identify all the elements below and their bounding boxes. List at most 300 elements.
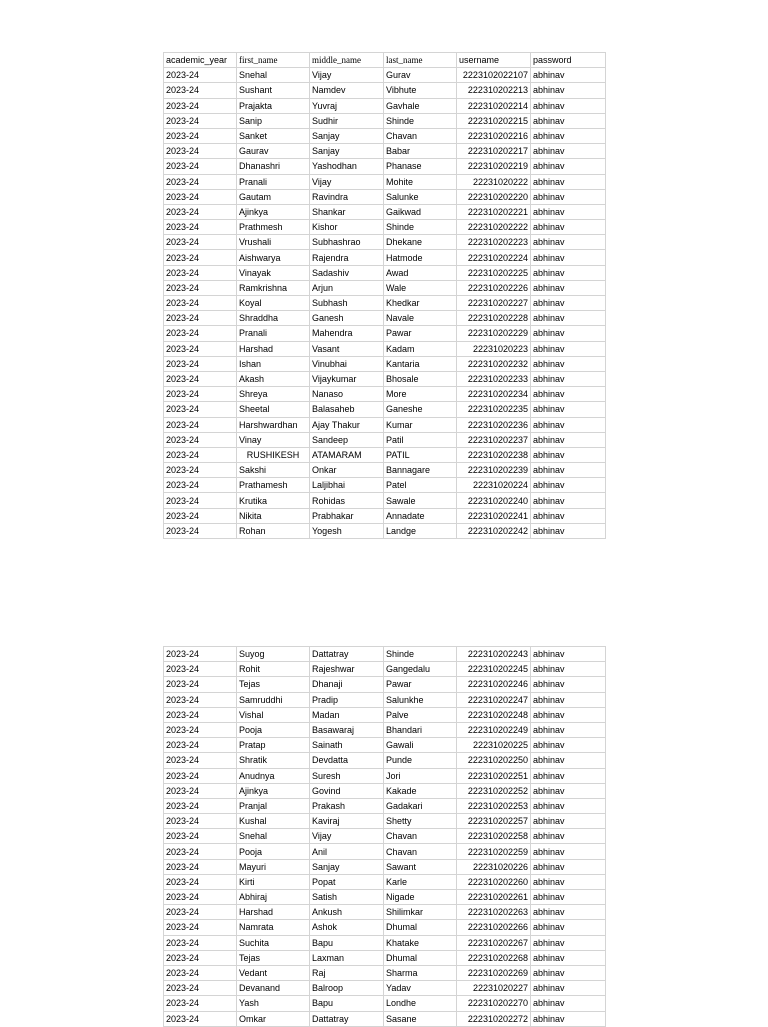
cell-academic-year: 2023-24 xyxy=(164,890,237,905)
cell-last-name: Landge xyxy=(384,523,457,538)
cell-first-name: Prajakta xyxy=(237,98,310,113)
cell-middle-name: Sudhir xyxy=(310,113,384,128)
cell-last-name: Kumar xyxy=(384,417,457,432)
table-row xyxy=(164,905,606,920)
cell-password: abhinav xyxy=(531,707,606,722)
cell-username: 222310202227 xyxy=(457,296,531,311)
cell-academic-year: 2023-24 xyxy=(164,356,237,371)
table-row xyxy=(164,493,606,508)
cell-middle-name: Basawaraj xyxy=(310,722,384,737)
cell-middle-name: Popat xyxy=(310,874,384,889)
cell-username: 222310202268 xyxy=(457,950,531,965)
cell-first-name: Abhiraj xyxy=(237,890,310,905)
cell-first-name: Nikita xyxy=(237,508,310,523)
cell-middle-name: Rajendra xyxy=(310,250,384,265)
table-row xyxy=(164,296,606,311)
table-row xyxy=(164,326,606,341)
cell-username: 222310202266 xyxy=(457,920,531,935)
cell-first-name: Shratik xyxy=(237,753,310,768)
cell-first-name: Harshad xyxy=(237,905,310,920)
cell-middle-name: Dattatray xyxy=(310,1011,384,1026)
cell-last-name: Punde xyxy=(384,753,457,768)
table-row xyxy=(164,722,606,737)
cell-last-name: Karle xyxy=(384,874,457,889)
cell-last-name: Vibhute xyxy=(384,83,457,98)
cell-middle-name: Subhash xyxy=(310,296,384,311)
cell-last-name: Shinde xyxy=(384,220,457,235)
cell-academic-year: 2023-24 xyxy=(164,783,237,798)
cell-academic-year: 2023-24 xyxy=(164,996,237,1011)
cell-first-name: Namrata xyxy=(237,920,310,935)
table-row xyxy=(164,768,606,783)
cell-middle-name: Yashodhan xyxy=(310,159,384,174)
cell-first-name: Sakshi xyxy=(237,463,310,478)
cell-last-name: Dhumal xyxy=(384,920,457,935)
cell-last-name: Gavhale xyxy=(384,98,457,113)
cell-middle-name: Laljibhai xyxy=(310,478,384,493)
cell-first-name: Shraddha xyxy=(237,311,310,326)
cell-academic-year: 2023-24 xyxy=(164,371,237,386)
cell-username: 22231020226 xyxy=(457,859,531,874)
cell-password: abhinav xyxy=(531,326,606,341)
cell-username: 222310202219 xyxy=(457,159,531,174)
cell-middle-name: Laxman xyxy=(310,950,384,965)
cell-academic-year: 2023-24 xyxy=(164,753,237,768)
cell-username: 222310202252 xyxy=(457,783,531,798)
cell-first-name: Devanand xyxy=(237,981,310,996)
cell-middle-name: Ankush xyxy=(310,905,384,920)
cell-last-name: Nigade xyxy=(384,890,457,905)
cell-last-name: Khatake xyxy=(384,935,457,950)
student-table-1 xyxy=(163,52,606,539)
cell-middle-name: Devdatta xyxy=(310,753,384,768)
cell-middle-name: Balasaheb xyxy=(310,402,384,417)
table-row xyxy=(164,890,606,905)
cell-username: 222310202239 xyxy=(457,463,531,478)
cell-password: abhinav xyxy=(531,280,606,295)
cell-username: 222310202228 xyxy=(457,311,531,326)
cell-username: 222310202220 xyxy=(457,189,531,204)
cell-academic-year: 2023-24 xyxy=(164,250,237,265)
cell-academic-year: 2023-24 xyxy=(164,113,237,128)
header-password: password xyxy=(531,53,606,68)
cell-middle-name: Satish xyxy=(310,890,384,905)
cell-academic-year: 2023-24 xyxy=(164,296,237,311)
table-row xyxy=(164,341,606,356)
cell-middle-name: Yogesh xyxy=(310,523,384,538)
cell-academic-year: 2023-24 xyxy=(164,478,237,493)
cell-first-name: Yash xyxy=(237,996,310,1011)
header-first-name: first_name xyxy=(237,53,310,68)
table-row xyxy=(164,692,606,707)
table-row xyxy=(164,508,606,523)
cell-password: abhinav xyxy=(531,235,606,250)
cell-username: 222310202224 xyxy=(457,250,531,265)
cell-academic-year: 2023-24 xyxy=(164,798,237,813)
header-middle-name: middle_name xyxy=(310,53,384,68)
cell-last-name: Dhumal xyxy=(384,950,457,965)
cell-username: 22231020222 xyxy=(457,174,531,189)
cell-academic-year: 2023-24 xyxy=(164,920,237,935)
cell-password: abhinav xyxy=(531,996,606,1011)
cell-academic-year: 2023-24 xyxy=(164,707,237,722)
cell-last-name: Chavan xyxy=(384,128,457,143)
cell-username: 222310202235 xyxy=(457,402,531,417)
cell-first-name: Suchita xyxy=(237,935,310,950)
cell-middle-name: Dattatray xyxy=(310,647,384,662)
cell-username: 222310202272 xyxy=(457,1011,531,1026)
table-row xyxy=(164,647,606,662)
cell-middle-name: Sanjay xyxy=(310,859,384,874)
cell-academic-year: 2023-24 xyxy=(164,432,237,447)
cell-middle-name: Sanjay xyxy=(310,144,384,159)
cell-password: abhinav xyxy=(531,220,606,235)
cell-password: abhinav xyxy=(531,753,606,768)
cell-middle-name: Ravindra xyxy=(310,189,384,204)
cell-last-name: Patel xyxy=(384,478,457,493)
cell-username: 222310202213 xyxy=(457,83,531,98)
student-table-2 xyxy=(163,646,606,1027)
cell-academic-year: 2023-24 xyxy=(164,159,237,174)
cell-first-name: Vedant xyxy=(237,965,310,980)
cell-last-name: Chavan xyxy=(384,844,457,859)
cell-username: 222310202258 xyxy=(457,829,531,844)
cell-password: abhinav xyxy=(531,890,606,905)
cell-last-name: Wale xyxy=(384,280,457,295)
table-row xyxy=(164,463,606,478)
cell-middle-name: Subhashrao xyxy=(310,235,384,250)
cell-password: abhinav xyxy=(531,981,606,996)
cell-academic-year: 2023-24 xyxy=(164,68,237,83)
cell-first-name: Ramkrishna xyxy=(237,280,310,295)
cell-username: 222310202245 xyxy=(457,662,531,677)
cell-first-name: Tejas xyxy=(237,950,310,965)
table-row xyxy=(164,874,606,889)
cell-password: abhinav xyxy=(531,204,606,219)
cell-password: abhinav xyxy=(531,128,606,143)
cell-username: 222310202270 xyxy=(457,996,531,1011)
cell-first-name: Ajinkya xyxy=(237,204,310,219)
cell-academic-year: 2023-24 xyxy=(164,738,237,753)
cell-last-name: Babar xyxy=(384,144,457,159)
cell-academic-year: 2023-24 xyxy=(164,844,237,859)
cell-last-name: Patil xyxy=(384,432,457,447)
cell-password: abhinav xyxy=(531,768,606,783)
cell-first-name: Sushant xyxy=(237,83,310,98)
cell-password: abhinav xyxy=(531,98,606,113)
cell-middle-name: Vijay xyxy=(310,68,384,83)
cell-academic-year: 2023-24 xyxy=(164,204,237,219)
cell-password: abhinav xyxy=(531,1011,606,1026)
table-row xyxy=(164,250,606,265)
cell-middle-name: Prabhakar xyxy=(310,508,384,523)
table-row xyxy=(164,662,606,677)
cell-middle-name: Rajeshwar xyxy=(310,662,384,677)
cell-password: abhinav xyxy=(531,692,606,707)
cell-middle-name: Dhanaji xyxy=(310,677,384,692)
cell-academic-year: 2023-24 xyxy=(164,280,237,295)
cell-academic-year: 2023-24 xyxy=(164,220,237,235)
cell-middle-name: Nanaso xyxy=(310,387,384,402)
cell-username: 22231020223 xyxy=(457,341,531,356)
cell-academic-year: 2023-24 xyxy=(164,722,237,737)
cell-password: abhinav xyxy=(531,144,606,159)
cell-middle-name: Sandeep xyxy=(310,432,384,447)
table-row xyxy=(164,965,606,980)
cell-first-name: Prathmesh xyxy=(237,220,310,235)
cell-first-name: Prathamesh xyxy=(237,478,310,493)
cell-academic-year: 2023-24 xyxy=(164,859,237,874)
cell-last-name: Kakade xyxy=(384,783,457,798)
cell-first-name: Vinayak xyxy=(237,265,310,280)
cell-first-name: Gautam xyxy=(237,189,310,204)
cell-academic-year: 2023-24 xyxy=(164,326,237,341)
cell-password: abhinav xyxy=(531,174,606,189)
cell-first-name: Snehal xyxy=(237,68,310,83)
cell-first-name: Tejas xyxy=(237,677,310,692)
cell-middle-name: Vijaykumar xyxy=(310,371,384,386)
cell-last-name: Gadakari xyxy=(384,798,457,813)
cell-middle-name: Vinubhai xyxy=(310,356,384,371)
cell-academic-year: 2023-24 xyxy=(164,981,237,996)
cell-middle-name: Balroop xyxy=(310,981,384,996)
table-row xyxy=(164,417,606,432)
cell-username: 222310202260 xyxy=(457,874,531,889)
cell-middle-name: Madan xyxy=(310,707,384,722)
cell-first-name: Vinay xyxy=(237,432,310,447)
cell-middle-name: Namdev xyxy=(310,83,384,98)
table-row xyxy=(164,677,606,692)
table-row xyxy=(164,311,606,326)
cell-username: 222310202247 xyxy=(457,692,531,707)
cell-middle-name: Sainath xyxy=(310,738,384,753)
cell-username: 22231020227 xyxy=(457,981,531,996)
cell-username: 22231020224 xyxy=(457,478,531,493)
cell-last-name: Khedkar xyxy=(384,296,457,311)
cell-academic-year: 2023-24 xyxy=(164,463,237,478)
table-row xyxy=(164,113,606,128)
cell-password: abhinav xyxy=(531,920,606,935)
cell-username: 222310202223 xyxy=(457,235,531,250)
cell-username: 222310202242 xyxy=(457,523,531,538)
cell-middle-name: Suresh xyxy=(310,768,384,783)
table-row xyxy=(164,356,606,371)
cell-first-name: Anudnya xyxy=(237,768,310,783)
header-username: username xyxy=(457,53,531,68)
cell-last-name: Shilimkar xyxy=(384,905,457,920)
cell-first-name: Gaurav xyxy=(237,144,310,159)
table-row xyxy=(164,174,606,189)
cell-username: 222310202259 xyxy=(457,844,531,859)
cell-password: abhinav xyxy=(531,935,606,950)
cell-last-name: Shinde xyxy=(384,647,457,662)
cell-password: abhinav xyxy=(531,311,606,326)
cell-first-name: Sanip xyxy=(237,113,310,128)
cell-last-name: Hatmode xyxy=(384,250,457,265)
cell-password: abhinav xyxy=(531,677,606,692)
table-row xyxy=(164,478,606,493)
cell-username: 222310202269 xyxy=(457,965,531,980)
cell-username: 222310202216 xyxy=(457,128,531,143)
cell-academic-year: 2023-24 xyxy=(164,677,237,692)
cell-middle-name: ATAMARAM xyxy=(310,447,384,462)
cell-password: abhinav xyxy=(531,647,606,662)
table-row xyxy=(164,829,606,844)
cell-first-name: Pooja xyxy=(237,722,310,737)
cell-username: 222310202250 xyxy=(457,753,531,768)
cell-password: abhinav xyxy=(531,432,606,447)
cell-username: 222310202214 xyxy=(457,98,531,113)
cell-academic-year: 2023-24 xyxy=(164,523,237,538)
cell-username: 222310202233 xyxy=(457,371,531,386)
cell-username: 222310202226 xyxy=(457,280,531,295)
cell-password: abhinav xyxy=(531,159,606,174)
cell-middle-name: Arjun xyxy=(310,280,384,295)
cell-last-name: Sharma xyxy=(384,965,457,980)
table-row xyxy=(164,98,606,113)
cell-password: abhinav xyxy=(531,250,606,265)
cell-password: abhinav xyxy=(531,523,606,538)
cell-academic-year: 2023-24 xyxy=(164,905,237,920)
cell-last-name: Yadav xyxy=(384,981,457,996)
cell-middle-name: Ganesh xyxy=(310,311,384,326)
table-row xyxy=(164,920,606,935)
cell-last-name: Salunke xyxy=(384,189,457,204)
cell-password: abhinav xyxy=(531,189,606,204)
cell-last-name: Chavan xyxy=(384,829,457,844)
table-row xyxy=(164,707,606,722)
cell-first-name: RUSHIKESH xyxy=(237,447,310,462)
cell-first-name: Vishal xyxy=(237,707,310,722)
cell-password: abhinav xyxy=(531,387,606,402)
cell-username: 222310202243 xyxy=(457,647,531,662)
cell-username: 222310202240 xyxy=(457,493,531,508)
header-row xyxy=(164,53,606,68)
table-row xyxy=(164,280,606,295)
table-row xyxy=(164,783,606,798)
cell-last-name: Gangedalu xyxy=(384,662,457,677)
table-row xyxy=(164,447,606,462)
cell-password: abhinav xyxy=(531,463,606,478)
cell-academic-year: 2023-24 xyxy=(164,189,237,204)
table-row xyxy=(164,981,606,996)
cell-academic-year: 2023-24 xyxy=(164,950,237,965)
cell-first-name: Omkar xyxy=(237,1011,310,1026)
table-row xyxy=(164,738,606,753)
cell-password: abhinav xyxy=(531,844,606,859)
cell-password: abhinav xyxy=(531,814,606,829)
cell-middle-name: Kaviraj xyxy=(310,814,384,829)
cell-username: 222310202232 xyxy=(457,356,531,371)
table-row xyxy=(164,798,606,813)
table-row xyxy=(164,68,606,83)
cell-last-name: Gaikwad xyxy=(384,204,457,219)
cell-last-name: Pawar xyxy=(384,326,457,341)
cell-last-name: PATIL xyxy=(384,447,457,462)
cell-password: abhinav xyxy=(531,722,606,737)
cell-first-name: Vrushali xyxy=(237,235,310,250)
cell-academic-year: 2023-24 xyxy=(164,768,237,783)
cell-first-name: Rohit xyxy=(237,662,310,677)
cell-first-name: Rohan xyxy=(237,523,310,538)
cell-first-name: Pranali xyxy=(237,174,310,189)
cell-password: abhinav xyxy=(531,417,606,432)
cell-first-name: Krutika xyxy=(237,493,310,508)
table-row xyxy=(164,996,606,1011)
cell-academic-year: 2023-24 xyxy=(164,1011,237,1026)
cell-last-name: Kadam xyxy=(384,341,457,356)
cell-first-name: Pranjal xyxy=(237,798,310,813)
cell-middle-name: Prakash xyxy=(310,798,384,813)
cell-password: abhinav xyxy=(531,662,606,677)
cell-last-name: Mohite xyxy=(384,174,457,189)
cell-password: abhinav xyxy=(531,371,606,386)
cell-username: 222310202238 xyxy=(457,447,531,462)
cell-last-name: Kantaria xyxy=(384,356,457,371)
cell-username: 222310202248 xyxy=(457,707,531,722)
cell-password: abhinav xyxy=(531,113,606,128)
cell-academic-year: 2023-24 xyxy=(164,144,237,159)
cell-password: abhinav xyxy=(531,265,606,280)
table-row xyxy=(164,844,606,859)
cell-username: 222310202234 xyxy=(457,387,531,402)
cell-last-name: Bhosale xyxy=(384,371,457,386)
cell-password: abhinav xyxy=(531,829,606,844)
cell-password: abhinav xyxy=(531,83,606,98)
cell-last-name: Navale xyxy=(384,311,457,326)
cell-first-name: Snehal xyxy=(237,829,310,844)
cell-username: 222310202267 xyxy=(457,935,531,950)
cell-last-name: Bhandari xyxy=(384,722,457,737)
cell-academic-year: 2023-24 xyxy=(164,341,237,356)
cell-last-name: Bannagare xyxy=(384,463,457,478)
cell-middle-name: Yuvraj xyxy=(310,98,384,113)
cell-first-name: Aishwarya xyxy=(237,250,310,265)
cell-academic-year: 2023-24 xyxy=(164,98,237,113)
cell-middle-name: Anil xyxy=(310,844,384,859)
cell-first-name: Samruddhi xyxy=(237,692,310,707)
cell-academic-year: 2023-24 xyxy=(164,235,237,250)
cell-last-name: Phanase xyxy=(384,159,457,174)
cell-username: 222310202222 xyxy=(457,220,531,235)
cell-first-name: Harshwardhan xyxy=(237,417,310,432)
cell-last-name: Pawar xyxy=(384,677,457,692)
table-row xyxy=(164,387,606,402)
cell-last-name: Gawali xyxy=(384,738,457,753)
cell-academic-year: 2023-24 xyxy=(164,447,237,462)
cell-username: 222310202249 xyxy=(457,722,531,737)
cell-middle-name: Bapu xyxy=(310,996,384,1011)
cell-middle-name: Vijay xyxy=(310,829,384,844)
cell-password: abhinav xyxy=(531,402,606,417)
cell-first-name: Sheetal xyxy=(237,402,310,417)
cell-middle-name: Sanjay xyxy=(310,128,384,143)
cell-last-name: Sawale xyxy=(384,493,457,508)
cell-last-name: Salunkhe xyxy=(384,692,457,707)
cell-middle-name: Bapu xyxy=(310,935,384,950)
cell-first-name: Kushal xyxy=(237,814,310,829)
table-row xyxy=(164,83,606,98)
cell-last-name: More xyxy=(384,387,457,402)
table-row xyxy=(164,159,606,174)
cell-username: 222310202246 xyxy=(457,677,531,692)
table-row xyxy=(164,814,606,829)
cell-academic-year: 2023-24 xyxy=(164,508,237,523)
cell-password: abhinav xyxy=(531,478,606,493)
cell-middle-name: Ajay Thakur xyxy=(310,417,384,432)
table-row xyxy=(164,753,606,768)
cell-password: abhinav xyxy=(531,905,606,920)
